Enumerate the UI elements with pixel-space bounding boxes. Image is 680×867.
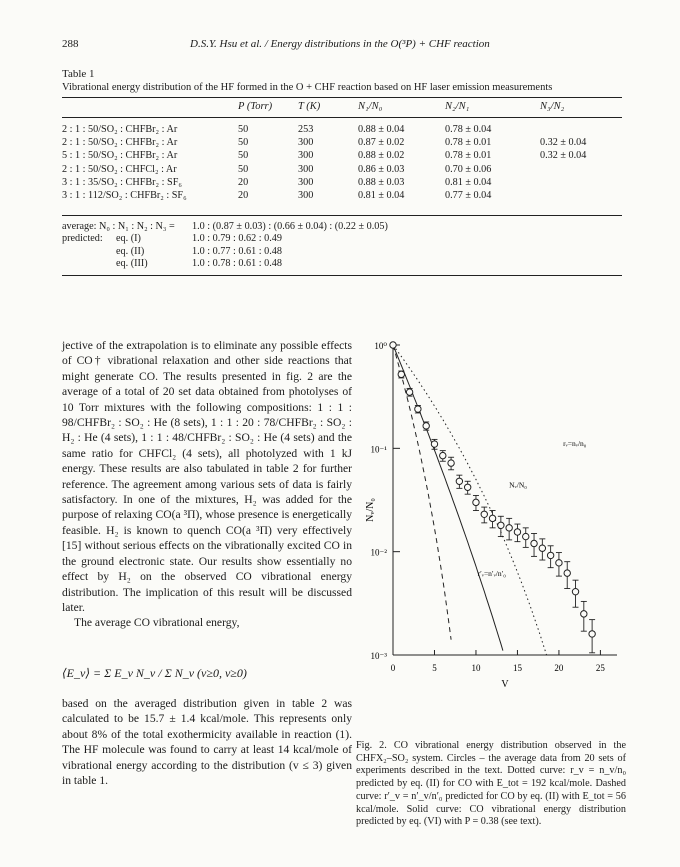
label-solid-curve: Nᵥ/N₀ bbox=[509, 480, 527, 490]
predicted-eq: eq. (I) bbox=[116, 233, 141, 244]
average-value: 1.0 : (0.87 ± 0.03) : (0.66 ± 0.04) : (0.22 ± 0.05) bbox=[192, 221, 388, 232]
x-axis-label: V bbox=[501, 679, 509, 690]
table-cell: 3 : 1 : 35/SO₂ : CHFBr₂ : SF₆ bbox=[62, 176, 182, 188]
table-cell: 0.32 ± 0.04 bbox=[540, 150, 587, 162]
table-cell: 0.88 ± 0.04 bbox=[358, 124, 405, 135]
label-dashed-curve: r′ᵥ=n′ᵥ/n′₀ bbox=[477, 569, 506, 579]
x-tick-label: 25 bbox=[595, 663, 605, 673]
data-point bbox=[589, 631, 595, 637]
table-rule-bottom bbox=[62, 275, 622, 276]
data-point bbox=[423, 423, 429, 429]
predicted-label: predicted: bbox=[62, 233, 103, 244]
data-point bbox=[464, 484, 470, 490]
x-tick-label: 10 bbox=[471, 663, 481, 673]
predicted-value: 1.0 : 0.78 : 0.61 : 0.48 bbox=[192, 258, 282, 269]
table-column-header: N₁/N₀ bbox=[358, 101, 383, 112]
data-point bbox=[506, 525, 512, 531]
data-point bbox=[431, 441, 437, 447]
data-point bbox=[390, 342, 396, 348]
x-tick-label: 15 bbox=[512, 663, 522, 673]
table-cell: 20 bbox=[238, 176, 249, 188]
table-rule-mid bbox=[62, 215, 622, 216]
table-cell: 300 bbox=[298, 150, 314, 162]
table-cell: 50 bbox=[238, 163, 249, 175]
predicted-value: 1.0 : 0.79 : 0.62 : 0.49 bbox=[192, 233, 282, 244]
table-cell: 0.78 ± 0.04 bbox=[445, 124, 492, 135]
data-point bbox=[556, 560, 562, 566]
data-point bbox=[581, 611, 587, 617]
table-cell: 0.81 ± 0.04 bbox=[358, 190, 405, 201]
table-cell: 0.77 ± 0.04 bbox=[445, 190, 492, 201]
table-cell: 300 bbox=[298, 176, 314, 188]
average-label: average: N₀ : N₁ : N₂ : N₃ = bbox=[62, 221, 175, 232]
predicted-eq: eq. (III) bbox=[116, 258, 148, 269]
table-cell: 0.81 ± 0.04 bbox=[445, 176, 492, 188]
body-text-lower bbox=[62, 696, 352, 788]
table-column-header: N₃/N₂ bbox=[540, 101, 565, 112]
y-tick-label: 10⁻² bbox=[370, 547, 387, 558]
data-point bbox=[406, 389, 412, 395]
y-tick-label: 10⁻³ bbox=[370, 651, 387, 661]
table-cell: 5 : 1 : 50/SO₂ : CHFBr₂ : Ar bbox=[62, 150, 178, 162]
data-point bbox=[415, 406, 421, 412]
table-rule-header bbox=[62, 117, 622, 118]
y-tick-label: 10⁰ bbox=[374, 341, 387, 351]
table-cell: 300 bbox=[298, 190, 314, 201]
table-cell: 0.88 ± 0.03 bbox=[358, 176, 405, 188]
data-point bbox=[564, 570, 570, 576]
running-head: D.S.Y. Hsu et al. / Energy distributions in the O(³P) + CHF reaction bbox=[190, 38, 490, 50]
y-axis-label: Nᵥ/N₀ bbox=[365, 498, 376, 522]
data-point bbox=[531, 540, 537, 546]
paragraph-2: The average CO vibrational energy, bbox=[74, 616, 240, 630]
table-cell: 50 bbox=[238, 150, 249, 162]
x-tick-label: 20 bbox=[554, 663, 564, 673]
page-number: 288 bbox=[62, 38, 79, 50]
table-cell: 0.78 ± 0.01 bbox=[445, 137, 492, 149]
dashed-curve bbox=[393, 345, 451, 640]
table-column-header: T (K) bbox=[298, 101, 321, 112]
data-point bbox=[456, 478, 462, 484]
figure-caption: Fig. 2. CO vibrational energy distribution observed in the CHFX₂–SO₂ system. Circles – the average data from 20 sets of experiments described in the text. Dotted curve: r_v = n_v/n₀ predicted by eq. (II) for CO with E_tot = 192 kcal/mole. Dashed curve: r′_v = n′_v/n′₀ predicted for CO by eq. (II) with E_tot = 56 kcal/mole. Solid curve: CO vibrational energy distribution predicted by eq. (VI) with P = 0.38 (see text). bbox=[356, 740, 626, 828]
predicted-value: 1.0 : 0.77 : 0.61 : 0.48 bbox=[192, 245, 282, 257]
table-cell: 0.88 ± 0.02 bbox=[358, 150, 405, 162]
x-tick-label: 0 bbox=[390, 663, 396, 673]
paragraph-3: based on the averaged distribution given in table 2 was calculated to be 15.7 ± 1.4 kcal/mole. This represents only about 8% of the total exothermicity available in reaction (1). The HF molecule was found to carry at least 14 kcal/mole of vibrational energy according to the distribution (v ≤ 3) given in table 1. bbox=[62, 697, 352, 788]
figure-2-chart bbox=[355, 325, 645, 735]
table-cell: 0.86 ± 0.03 bbox=[358, 163, 405, 175]
table-cell: 0.87 ± 0.02 bbox=[358, 137, 405, 149]
data-point bbox=[448, 460, 454, 466]
data-point bbox=[523, 533, 529, 539]
data-point bbox=[481, 511, 487, 517]
table-cell: 300 bbox=[298, 163, 314, 175]
table-cell: 300 bbox=[298, 137, 314, 149]
data-point bbox=[489, 515, 495, 521]
x-tick-label: 5 bbox=[432, 663, 437, 673]
table-cell: 2 : 1 : 50/SO₂ : CHFCl₂ : Ar bbox=[62, 163, 177, 175]
paragraph-1: jective of the extrapolation is to eliminate any possible effects of CO† vibrational relaxation and other side reactions that might generate CO. The results presented in fig. 2 are the average of a total of 20 set data obtained from photolyses of 10 Torr mixtures with the following compositions: 1 : 1 : 98/CHFBr₂ : SO₂ : He (8 sets), 1 : 1 : 20 : 78/CHFBr₂ : SO₂ : H₂ : He (4 sets), 1 : 1 : 48/CHFBr₂ : SO₂ : He (4 sets) and the same ratio for CHFCl₂ (4 sets), all photolyzed with 1 kJ energy. These results are also tabulated in table 2 for further reference. The agreement among various sets of data is fairly satisfactory. In one of the mixtures, H₂ was added for the purpose of relaxing CO(a ³Π), whose presence is energetically feasible. H₂ is known to quench CO(a ³Π) very effectively [15] without serious effects on the vibrationally excited CO in the ground electronic state. Our results show essentially no effect by H₂ on the observed CO vibrational energy distribution. The implication of this result will be discussed later. bbox=[62, 339, 352, 614]
table-cell: 0.32 ± 0.04 bbox=[540, 137, 587, 149]
dotted-curve bbox=[393, 345, 547, 655]
table-cell: 50 bbox=[238, 137, 249, 149]
body-text-upper bbox=[62, 338, 352, 631]
table-column-header: P (Torr) bbox=[238, 101, 273, 112]
equation-average-energy: ⟨E_v⟩ = Σ E_v N_v / Σ N_v (v≥0, v≥0) bbox=[62, 666, 247, 680]
data-point bbox=[473, 499, 479, 505]
label-dotted-curve: rᵥ=nᵥ/n₀ bbox=[563, 439, 587, 449]
table-cell: 253 bbox=[298, 124, 314, 135]
table-cell: 0.78 ± 0.01 bbox=[445, 150, 492, 162]
table-cell: 2 : 1 : 50/SO₂ : CHFBr₂ : Ar bbox=[62, 137, 178, 149]
table-cell: 0.70 ± 0.06 bbox=[445, 163, 492, 175]
y-tick-label: 10⁻¹ bbox=[370, 444, 387, 455]
table-caption: Vibrational energy distribution of the HF formed in the O + CHF reaction based on HF laser emission measurements bbox=[62, 82, 553, 93]
table-column-header: N₂/N₁ bbox=[445, 101, 470, 112]
data-point bbox=[440, 452, 446, 458]
table-cell: 2 : 1 : 50/SO₂ : CHFBr₂ : Ar bbox=[62, 124, 178, 135]
table-rule-top bbox=[62, 97, 622, 98]
data-point bbox=[539, 545, 545, 551]
table-cell: 50 bbox=[238, 124, 249, 135]
data-point bbox=[572, 588, 578, 594]
table-cell: 20 bbox=[238, 190, 249, 201]
data-point bbox=[498, 522, 504, 528]
predicted-eq: eq. (II) bbox=[116, 245, 145, 257]
data-point bbox=[514, 529, 520, 535]
table-cell: 3 : 1 : 112/SO₂ : CHFBr₂ : SF₆ bbox=[62, 190, 187, 201]
data-point bbox=[398, 371, 404, 377]
data-point bbox=[547, 552, 553, 558]
table-label: Table 1 bbox=[62, 68, 95, 80]
